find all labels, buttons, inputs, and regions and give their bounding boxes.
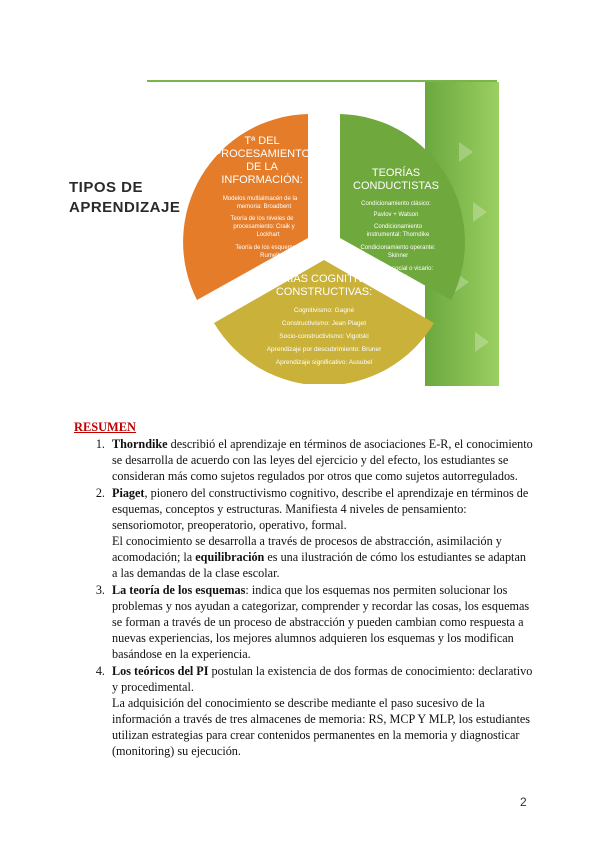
segment-behaviorist-item-5: Condicionamiento operante:: [360, 245, 436, 251]
segment-processing-item-1: Modelos multialmacén de la: [222, 196, 298, 202]
item-1-bold: Thorndike: [112, 437, 168, 451]
list-item: [108, 582, 534, 662]
segment-behaviorist-item-4: instrumental: Thorndike: [366, 232, 430, 238]
segment-processing-title-2: PROCESAMIENTO: [213, 148, 311, 160]
segment-processing-item-6: Teoría de los esquemas:: [235, 245, 301, 251]
segment-cognitive-item-3: Socio-constructivismo: Vigotski: [279, 333, 369, 340]
segment-processing-title-3: DE LA: [246, 161, 278, 173]
list-item: [108, 663, 534, 759]
segment-processing-item-5: Lockhart: [256, 232, 280, 238]
segment-cognitive-title-2: CONSTRUCTIVAS:: [275, 286, 373, 298]
learning-types-diagram: [69, 74, 499, 386]
segment-cognitive-item-4: Aprendizaje por descubrimiento: Bruner: [266, 346, 382, 353]
segment-processing-item-3: Teoría de los niveles de: [230, 216, 294, 222]
list-item: [108, 436, 534, 484]
segment-behaviorist-item-2: Pavlov + Watson: [373, 212, 419, 218]
list-item: [108, 485, 534, 581]
item-3-bold: La teoría de los esquemas: [112, 583, 246, 597]
item-4-bold: Los teóricos del PI: [112, 664, 209, 678]
segment-cognitive-item-5: Aprendizaje significativo: Ausubel: [275, 359, 373, 366]
segment-cognitive-item-1: Cognitivismo: Gagné: [293, 307, 355, 314]
summary-section: [74, 419, 534, 760]
item-2-bold: Piaget: [112, 486, 145, 500]
item-1-text: describió el aprendizaje en términos de asociaciones E-R, el conocimiento se desarrolla de acuerdo con las leyes del ejercicio y del efecto, los estudiantes se consideran más como sujetos regulados por otros que como sujetos autorregulados.: [112, 437, 533, 483]
segment-behaviorist-item-6: Skinner: [387, 253, 409, 259]
segment-behaviorist-title-1: TEORÍAS: [371, 167, 421, 179]
segment-behaviorist-item-8: Bandura: [384, 274, 408, 280]
item-2-p2-bold: equilibración: [195, 550, 265, 564]
segment-behaviorist-item-7: Aprendizaje social o vicario:: [358, 266, 434, 272]
segment-processing-title-1: Tª DEL: [244, 135, 280, 147]
item-4-p2: La adquisición del conocimiento se describe mediante el paso sucesivo de la información a través de tres almacenes de memoria: RS, MCP Y MLP, los estudiantes utilizan estrategias para crear contenidos permanentes en la memoria y diagnosticar (monitoring) su ejecución.: [112, 696, 531, 758]
segment-behaviorist-item-3: Condicionamiento: [373, 224, 423, 230]
segment-processing-item-7: Rumelhart: [260, 253, 288, 259]
segment-processing-item-4: procesamiento: Craik y: [233, 224, 295, 230]
page-number: 2: [520, 795, 527, 809]
item-3-text: : indica que los esquemas nos permiten solucionar los problemas y nos ayudan a categorizar, comprender y recordar las cosas, los esquemas se forman a través de un proceso de abstracción y pueden cambian como respuesta a nuevas experiencias, los mejores alumnos adquieren los esquemas y los modifican basándose en la experiencia.: [112, 583, 530, 661]
segment-wheel: [164, 104, 484, 384]
item-2-p2-b: es una ilustración de cómo los estudiantes se adaptan a las demandas de la clase escolar.: [112, 550, 526, 580]
item-4-text: postulan la existencia de dos formas de conocimiento: declarativo y procedimental.: [112, 664, 533, 694]
item-2-text: , pionero del constructivismo cognitivo, describe el aprendizaje en términos de esquemas, conceptos y estructuras. Manifiesta 4 niveles de pensamiento: sensoriomotor, preoperatorio, operativo, formal.: [112, 486, 529, 532]
item-2-p2-a: El conocimiento se desarrolla a través de procesos de abstracción, asimilación y acomodación; la: [112, 534, 502, 564]
diagram-title: [69, 178, 179, 218]
segment-cognitive-title-1: TEORÍAS COGNITIVAS Y: [259, 273, 389, 285]
segment-processing-title-4: INFORMACIÓN:: [221, 174, 303, 186]
segment-behaviorist-title-2: CONDUCTISTAS: [353, 180, 439, 192]
summary-list: [74, 436, 534, 759]
segment-cognitive-item-2: Constructivismo: Jean Piaget: [281, 320, 367, 327]
segment-processing-item-2: memoria: Broadbent: [236, 204, 292, 210]
diagram-title-line-2: APRENDIZAJE: [69, 199, 181, 216]
segment-behaviorist-item-1: Condicionamiento clásico:: [361, 201, 431, 207]
diagram-title-line-1: TIPOS DE: [69, 179, 144, 196]
summary-heading: RESUMEN: [74, 420, 136, 434]
